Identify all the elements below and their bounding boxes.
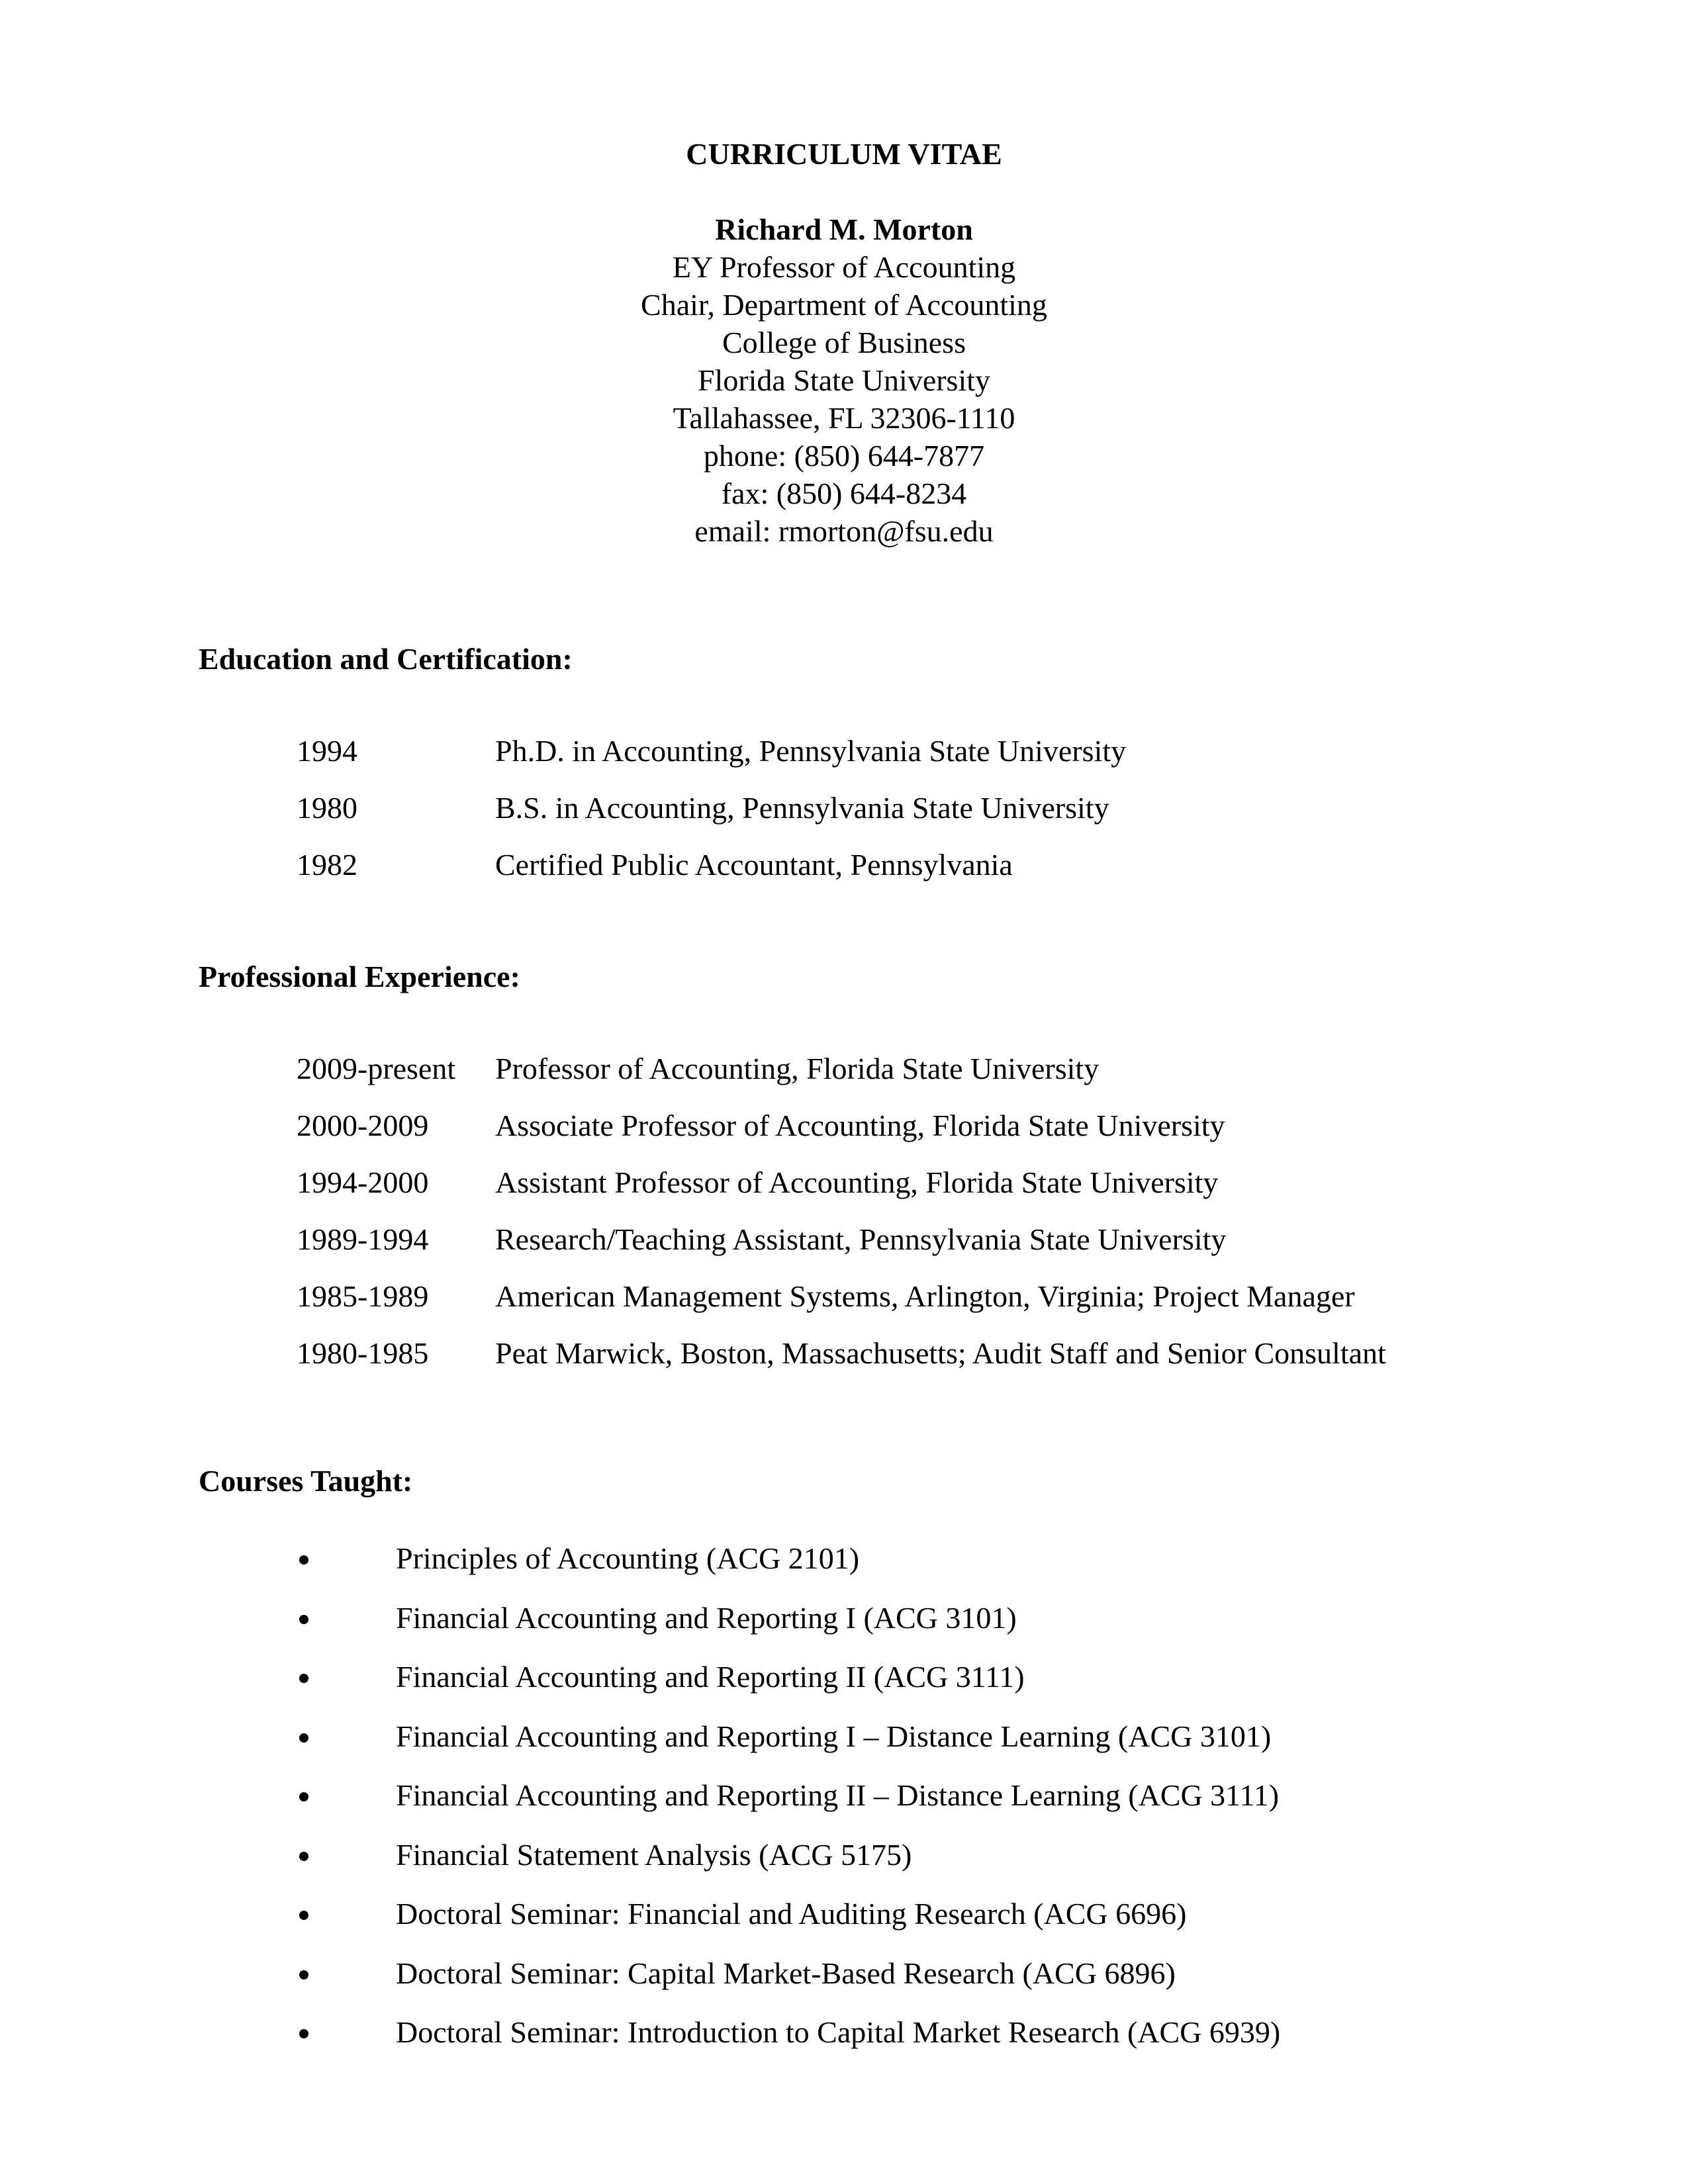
header-line-phone: phone: (850) 644-7877 <box>703 439 985 473</box>
bullet-icon <box>297 1718 316 1755</box>
experience-desc: Research/Teaching Assistant, Pennsylvania State University <box>495 1222 1227 1256</box>
bullet-icon <box>297 1600 316 1637</box>
bullet-icon <box>297 1837 316 1874</box>
course-item <box>0 1540 1688 1600</box>
education-row <box>0 846 1688 903</box>
experience-list <box>0 1050 1688 1392</box>
header-line-email: email: rmorton@fsu.edu <box>694 514 994 548</box>
course-name: Doctoral Seminar: Introduction to Capital Market Research (ACG 6939) <box>396 2015 1281 2049</box>
education-row <box>0 790 1688 846</box>
courses-list <box>0 1540 1688 2073</box>
header-line-position: EY Professor of Accounting <box>672 250 1016 284</box>
header-line-chair: Chair, Department of Accounting <box>641 288 1047 322</box>
education-year: 1982 <box>297 848 357 882</box>
header-line-university: Florida State University <box>697 363 991 397</box>
education-desc: Ph.D. in Accounting, Pennsylvania State University <box>495 734 1127 768</box>
education-list <box>0 733 1688 903</box>
course-item <box>0 1837 1688 1896</box>
education-row <box>0 733 1688 790</box>
header-line-college: College of Business <box>722 326 966 359</box>
education-year: 1994 <box>297 734 357 768</box>
experience-desc: American Management Systems, Arlington, Virginia; Project Manager <box>495 1279 1355 1313</box>
experience-desc: Professor of Accounting, Florida State University <box>495 1052 1100 1085</box>
course-name: Financial Statement Analysis (ACG 5175) <box>396 1837 912 1872</box>
contact-header <box>0 210 1688 550</box>
course-name: Doctoral Seminar: Financial and Auditing Research (ACG 6696) <box>396 1897 1187 1931</box>
document-title: CURRICULUM VITAE <box>686 137 1002 171</box>
header-line-fax: fax: (850) 644-8234 <box>721 477 967 510</box>
education-desc: B.S. in Accounting, Pennsylvania State University <box>495 791 1109 825</box>
course-name: Financial Accounting and Reporting I (ACG 3101) <box>396 1600 1017 1635</box>
course-name: Financial Accounting and Reporting II – Distance Learning (ACG 3111) <box>396 1778 1280 1812</box>
header-line-address: Tallahassee, FL 32306-1110 <box>673 401 1015 435</box>
experience-row <box>0 1278 1688 1335</box>
course-item <box>0 1718 1688 1778</box>
experience-desc: Peat Marwick, Boston, Massachusetts; Audit Staff and Senior Consultant <box>495 1336 1386 1370</box>
experience-year: 1994-2000 <box>297 1165 429 1199</box>
course-name: Principles of Accounting (ACG 2101) <box>396 1541 860 1575</box>
course-item <box>0 1955 1688 2015</box>
bullet-icon <box>297 2014 316 2051</box>
experience-desc: Associate Professor of Accounting, Florida State University <box>495 1109 1225 1142</box>
course-item <box>0 2014 1688 2073</box>
experience-year: 1985-1989 <box>297 1279 429 1313</box>
bullet-icon <box>297 1895 316 1933</box>
bullet-icon <box>297 1955 316 1992</box>
experience-year: 2009-present <box>297 1052 456 1085</box>
course-item <box>0 1659 1688 1718</box>
course-name: Financial Accounting and Reporting II (ACG 3111) <box>396 1660 1025 1694</box>
bullet-icon <box>297 1777 316 1814</box>
course-item <box>0 1777 1688 1837</box>
experience-row <box>0 1107 1688 1164</box>
courses-heading: Courses Taught: <box>199 1464 413 1498</box>
course-item <box>0 1895 1688 1955</box>
course-name: Doctoral Seminar: Capital Market-Based Research (ACG 6896) <box>396 1956 1176 1990</box>
experience-row <box>0 1050 1688 1107</box>
education-year: 1980 <box>297 791 357 825</box>
experience-year: 2000-2009 <box>297 1109 429 1142</box>
education-heading: Education and Certification: <box>199 642 573 676</box>
experience-heading: Professional Experience: <box>199 960 520 993</box>
course-item <box>0 1600 1688 1659</box>
bullet-icon <box>297 1659 316 1696</box>
experience-row <box>0 1164 1688 1221</box>
experience-row <box>0 1335 1688 1392</box>
bullet-icon <box>297 1540 316 1577</box>
experience-year: 1980-1985 <box>297 1336 429 1370</box>
experience-row <box>0 1221 1688 1278</box>
education-desc: Certified Public Accountant, Pennsylvania <box>495 848 1013 882</box>
experience-year: 1989-1994 <box>297 1222 429 1256</box>
person-name: Richard M. Morton <box>715 212 973 246</box>
experience-desc: Assistant Professor of Accounting, Florida State University <box>495 1165 1219 1199</box>
course-name: Financial Accounting and Reporting I – Distance Learning (ACG 3101) <box>396 1719 1272 1753</box>
